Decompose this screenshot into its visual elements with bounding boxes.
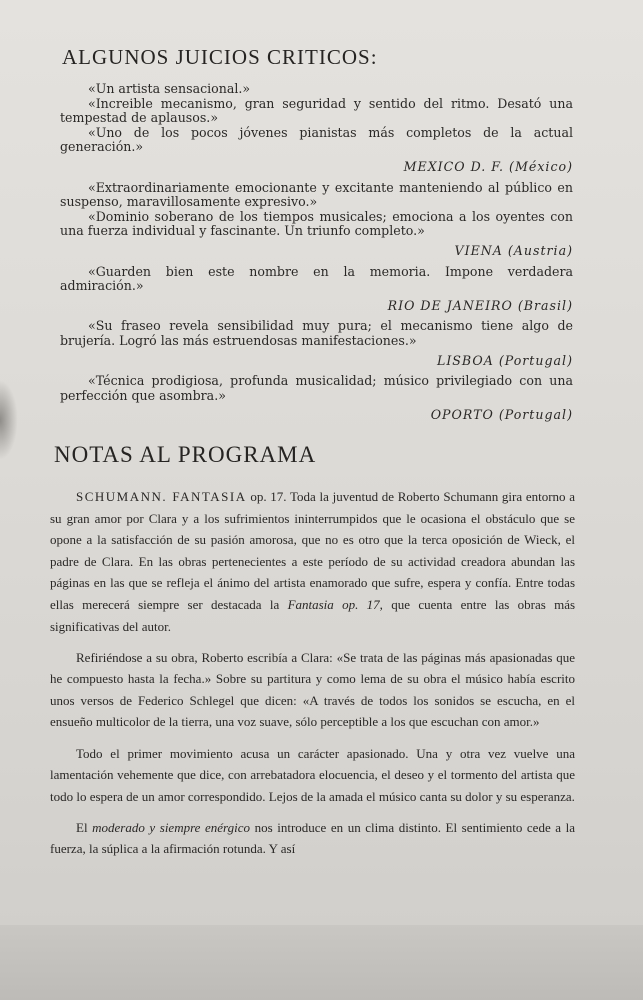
- quote: «Increible mecanismo, gran seguridad y sentido del ritmo. Desató una tempestad de aplausos.»: [60, 95, 573, 126]
- notes-paragraph: Todo el primer movimiento acusa un carácter apasionado. Una y otra vez vuelve una lamentación vehemente que dice, con arrebatadora elocuencia, el deseo y el tormento del artista que todo lo espera de un amor correspondido. Lejos de la amada el músico canta su dolor y su esperanza.: [50, 745, 575, 804]
- quote: «Dominio soberano de los tiempos musicales; emociona a los oyentes con una fuerza individual y fascinante. Un triunfo completo.»: [60, 208, 573, 239]
- quote-source: LISBOA (Portugal): [436, 352, 573, 368]
- quote: «Técnica prodigiosa, profunda musicalidad; músico privilegiado con una perfección que asombra.»: [60, 373, 573, 403]
- quote-source: VIENA (Austria): [454, 242, 573, 258]
- composer-work-title: SCHUMANN. FANTASIA: [76, 489, 247, 504]
- paragraph-text: El: [76, 819, 88, 835]
- opus-number: op. 17.: [250, 489, 287, 504]
- page-bottom-margin: [0, 925, 643, 1000]
- quote: «Un artista sensacional.»: [88, 81, 251, 96]
- quote-source: OPORTO (Portugal): [430, 407, 573, 423]
- quote: «Extraordinariamente emocionante y excitante manteniendo al público en suspenso, maravillosamente expresivo.»: [60, 179, 573, 210]
- paragraph-text: nos introduce en un clima distinto. El sentimiento cede a la fuerza, la súplica a la afirmación rotunda. Y así: [50, 819, 576, 857]
- work-title: Fantasia op. 17,: [287, 596, 383, 612]
- quote-source: RIO DE JANEIRO (Brasil): [387, 297, 573, 313]
- quote-source: MEXICO D. F. (México): [403, 158, 573, 174]
- paragraph-text: Toda la juventud de Roberto Schumann gira entorno a su gran amor por Clara y a los sufrimientos ininterrumpidos que le ocasiona el obstáculo que se opone a la satisfacción de su pasión amorosa, que no es otro que la terca oposición de Wieck, el padre de Clara. En las obras pertenecientes a este período de su actividad creadora abundan las páginas en las que se refleja el ánimo del artista enamorado que sufre, espera y confía. Entre todas ellas merecerá siempre ser destacada la: [50, 489, 576, 612]
- quote: «Uno de los pocos jóvenes pianistas más completos de la actual generación.»: [60, 124, 573, 155]
- criticas-heading: ALGUNOS JUICIOS CRITICOS:: [62, 45, 378, 69]
- notes-paragraph: [50, 486, 575, 637]
- paragraph-text: que cuenta entre las obras más significativas del autor.: [50, 596, 576, 634]
- notes-paragraph: Refiriéndose a su obra, Roberto escribía a Clara: «Se trata de las páginas más apasionadas que he compuesto hasta la fecha.» Sobre su partitura y como lema de su obra el músico había escrito unos versos de Federico Schlegel que dicen: «A través de todos los sonidos se escucha, en el ensueño multicolor de la tierra, una voz suave, sólo perceptible a los que escuchan con amor.»: [50, 649, 575, 730]
- quote: «Guarden bien este nombre en la memoria. Impone verdadera admiración.»: [60, 263, 573, 294]
- notes-paragraph: [50, 817, 575, 860]
- tempo-marking: moderado y siempre enérgico: [92, 819, 251, 835]
- criticas-section: [60, 82, 573, 429]
- quote: «Su fraseo revela sensibilidad muy pura; el mecanismo tiene algo de brujería. Logró las más estruendosas manifestaciones.»: [60, 318, 573, 348]
- notas-section: [50, 486, 575, 870]
- page-shadow: [0, 380, 18, 460]
- notas-heading: NOTAS AL PROGRAMA: [54, 442, 317, 467]
